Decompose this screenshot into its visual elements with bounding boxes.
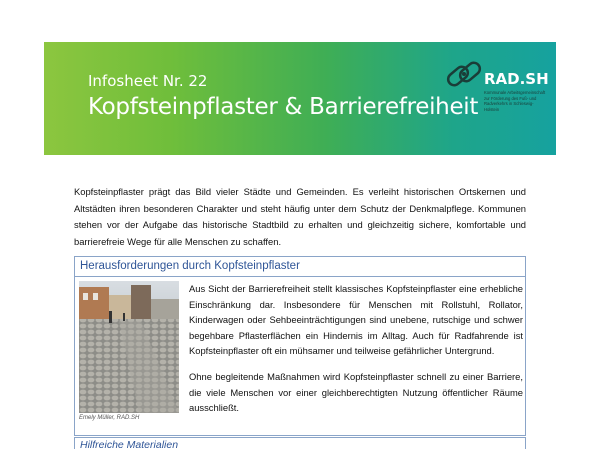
body-paragraph: Ohne begleitende Maßnahmen wird Kopfsteinpflaster schnell zu einer Barriere, die viele Menschen vor einer gleichberechtigten Nutzung öffentlicher Räume ausschließt. — [189, 370, 523, 414]
materials-heading: Hilfreiche Materialien — [80, 439, 179, 451]
section-body — [189, 281, 523, 426]
cobblestone-photo — [79, 281, 179, 413]
photo-caption: Emely Müller, RAD.SH — [79, 415, 140, 421]
section-heading: Herausforderungen durch Kopfsteinpflaster — [80, 260, 300, 272]
infosheet-number: Infosheet Nr. 22 — [88, 72, 208, 90]
logo-tagline: Kommunale Arbeitsgemeinschaft zur Förderung des Fuß- und Radverkehrs in Schleswig-Holstein — [484, 90, 546, 112]
header-banner — [44, 42, 556, 155]
page-title: Kopfsteinpflaster & Barrierefreiheit — [88, 94, 479, 120]
logo-name: RAD.SH — [484, 70, 549, 88]
rad-sh-logo — [440, 52, 550, 144]
intro-paragraph: Kopfsteinpflaster prägt das Bild vieler Städte und Gemeinden. Es verleiht historischen Ortskernen und Altstädten ihren besonderen Charakter und steht häufig unter dem Schutz der Denkmalpflege. Kommunen stehen vor der Aufgabe das historische Stadtbild zu erhalten und gleichzeitig sichere, komfortable und barrierefreie Wege für alle Menschen zu schaffen. — [74, 186, 526, 247]
chain-link-icon — [444, 56, 486, 96]
body-paragraph: Aus Sicht der Barrierefreiheit stellt klassisches Kopfsteinpflaster eine erhebliche Einschränkung dar. Insbesondere für Menschen mit Rollstuhl, Rollator, Kinderwagen oder Sehbeeinträchtigungen sind unebene, rutschige und schwer begehbare Pflasterflächen ein Hindernis im Alltag. Auch für Radfahrende ist Kopfsteinpflaster oft ein mühsamer und teilweise gefährlicher Untergrund. — [189, 283, 523, 357]
materials-section-header — [74, 437, 526, 449]
section-header — [75, 257, 525, 277]
challenges-section — [74, 256, 526, 436]
